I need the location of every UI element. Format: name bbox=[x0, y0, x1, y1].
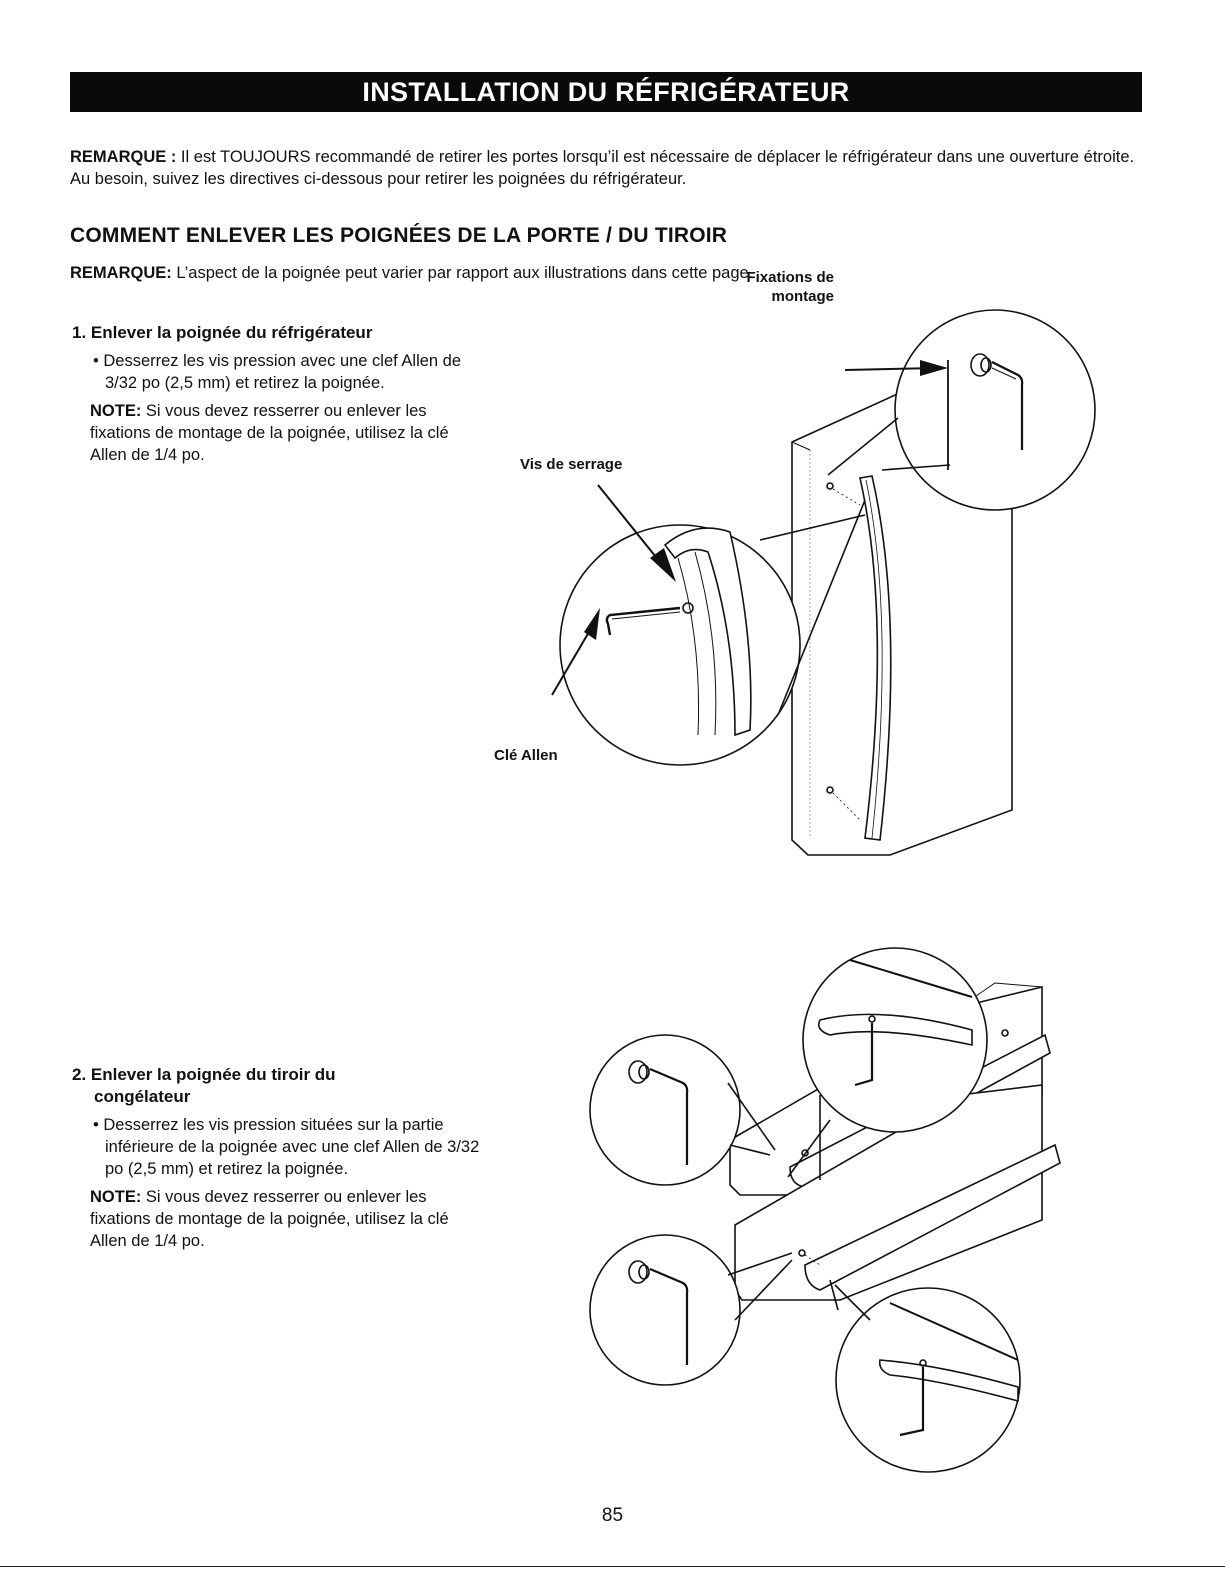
intro-remark-text: Il est TOUJOURS recommandé de retirer les portes lorsqu’il est nécessaire de déplacer le réfrigérateur dans une ouverture étroite. Au besoin, suivez les directives ci-dessous pour retirer les poignées du réfrigérateur. bbox=[70, 148, 1135, 188]
label-set-screw: Vis de serrage bbox=[520, 456, 623, 473]
label-mounting-fixtures-line2: montage bbox=[771, 288, 834, 305]
step-1 bbox=[72, 322, 482, 466]
refrigerator-handle-illustration bbox=[480, 290, 1120, 870]
section-title: COMMENT ENLEVER LES POIGNÉES DE LA PORTE / DU TIROIR bbox=[70, 224, 728, 247]
step-2-title-line1: 2. Enlever la poignée du tiroir du bbox=[72, 1065, 336, 1084]
intro-remark bbox=[70, 146, 1150, 190]
intro-remark-label: REMARQUE : bbox=[70, 148, 177, 166]
label-mounting-fixtures bbox=[728, 268, 834, 306]
bottom-divider bbox=[0, 1566, 1225, 1567]
step-2-note bbox=[72, 1186, 482, 1252]
step-1-note-label: NOTE: bbox=[90, 402, 142, 420]
freezer-drawer-handle-illustration bbox=[580, 935, 1080, 1475]
page-title-banner: INSTALLATION DU RÉFRIGÉRATEUR bbox=[70, 72, 1142, 112]
step-2-title-line2: congélateur bbox=[94, 1087, 191, 1106]
step-1-note bbox=[72, 400, 482, 466]
step-2-bullet: • Desserrez les vis pression situées sur la partie inférieure de la poignée avec une clef Allen de 3/32 po (2,5 mm) et retirez la poignée. bbox=[93, 1116, 480, 1178]
section-remark-label: REMARQUE: bbox=[70, 264, 172, 282]
step-1-bullet: • Desserrez les vis pression avec une clef Allen de 3/32 po (2,5 mm) et retirez la poignée. bbox=[93, 352, 462, 392]
step-2-title bbox=[72, 1064, 482, 1108]
section-remark bbox=[70, 262, 1150, 284]
step-1-note-text: Si vous devez resserrer ou enlever les fixations de montage de la poignée, utilisez la clé Allen de 1/4 po. bbox=[90, 402, 449, 464]
step-1-title: 1. Enlever la poignée du réfrigérateur bbox=[72, 323, 373, 342]
label-allen-key: Clé Allen bbox=[494, 747, 558, 764]
step-2-note-label: NOTE: bbox=[90, 1188, 142, 1206]
step-2-note-text: Si vous devez resserrer ou enlever les fixations de montage de la poignée, utilisez la clé Allen de 1/4 po. bbox=[90, 1188, 449, 1250]
section-remark-text: L’aspect de la poignée peut varier par rapport aux illustrations dans cette page. bbox=[171, 264, 754, 282]
page-number: 85 bbox=[601, 1505, 624, 1526]
label-mounting-fixtures-line1: Fixations de bbox=[746, 269, 834, 286]
step-2 bbox=[72, 1064, 482, 1252]
